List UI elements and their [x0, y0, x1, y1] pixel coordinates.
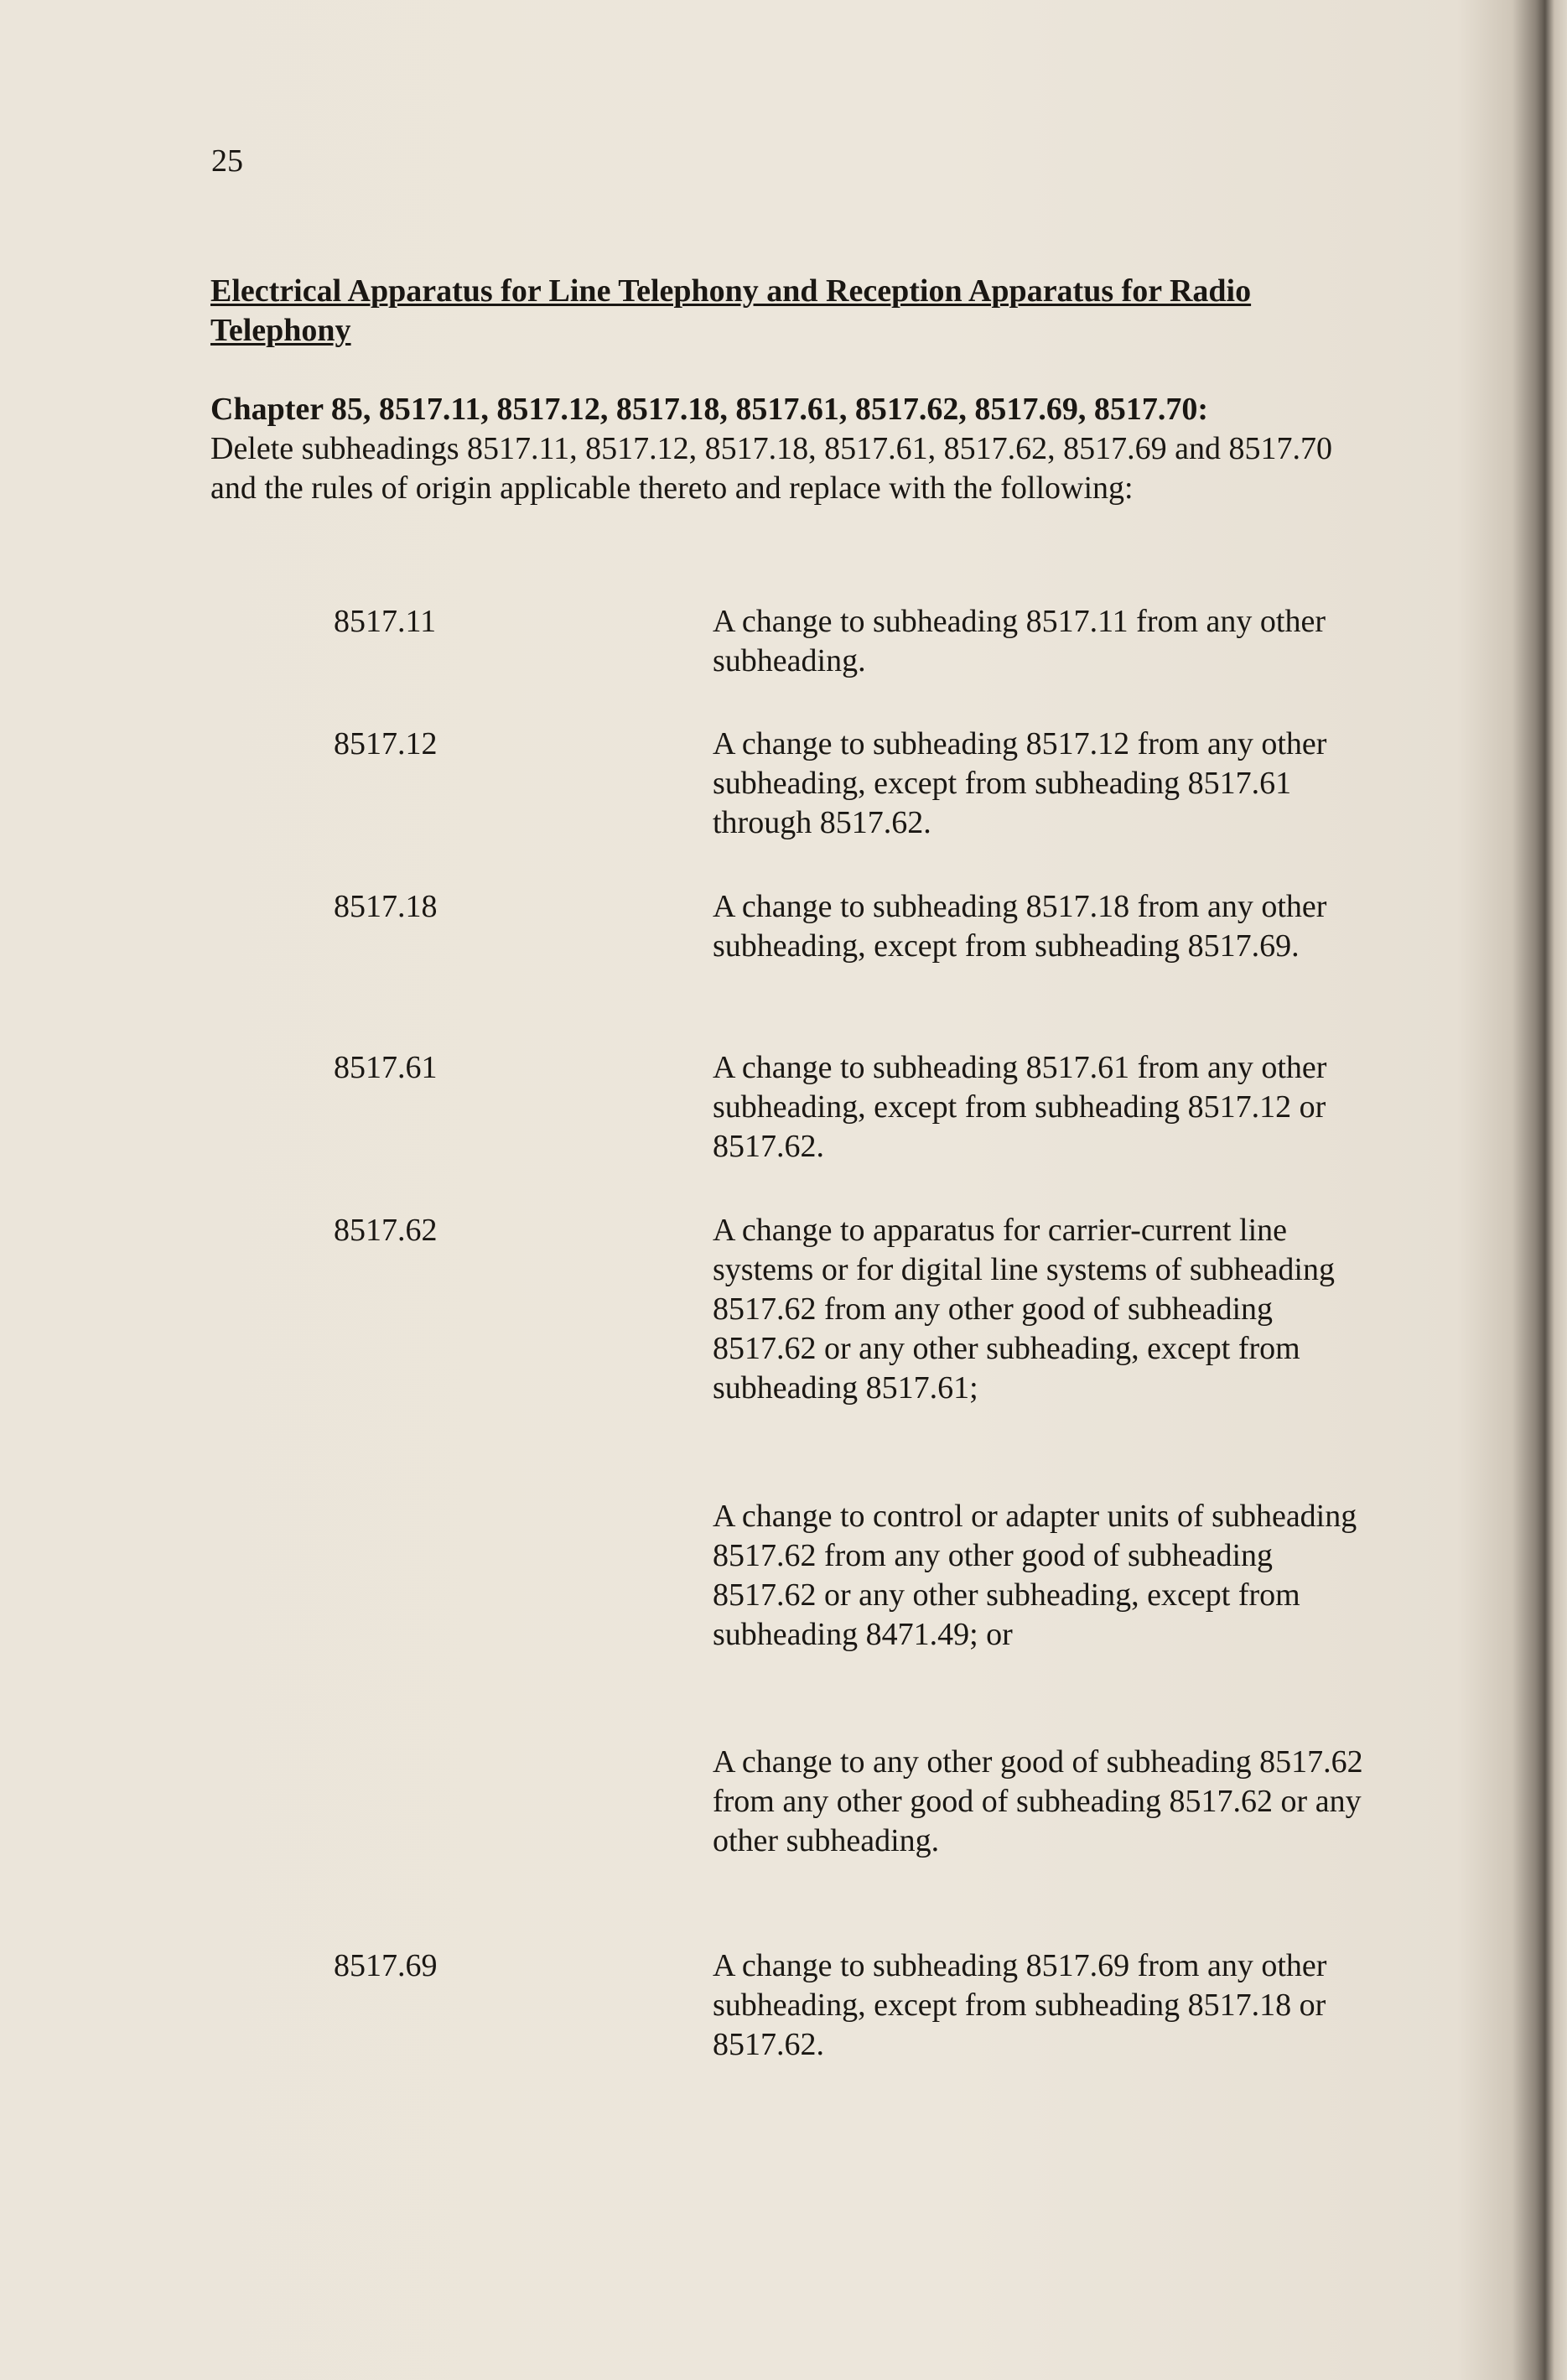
rule-code: 8517.69 [334, 1948, 438, 1983]
rule-text: A change to subheading 8517.11 from any other subheading. [713, 604, 1326, 678]
rule-text: A change to control or adapter units of subheading 8517.62 from any other good of subheading 8517.62 or any other subheading, except from subheading 8471.49; or [713, 1499, 1357, 1652]
rule-text: A change to any other good of subheading 8517.62 from any other good of subheading 8517.62 or any other subheading. [713, 1744, 1363, 1858]
section-heading: Electrical Apparatus for Line Telephony and Reception Apparatus for Radio Telephony [210, 273, 1252, 348]
page-number: 25 [211, 143, 243, 179]
rule-text: A change to subheading 8517.18 from any other subheading, except from subheading 8517.69. [713, 889, 1327, 964]
rule-text: A change to apparatus for carrier-current line systems or for digital line systems of subheading 8517.62 from any other good of subheading 8517.62 or any other subheading, except from subheading 8517.61; [713, 1213, 1335, 1406]
rule-text: A change to subheading 8517.12 from any other subheading, except from subheading 8517.61 through 8517.62. [713, 726, 1327, 840]
rule-text: A change to subheading 8517.61 from any other subheading, except from subheading 8517.12 or 8517.62. [713, 1050, 1327, 1164]
rule-code: 8517.18 [334, 889, 438, 924]
intro-body: Delete subheadings 8517.11, 8517.12, 8517.18, 8517.61, 8517.62, 8517.69 and 8517.70 and the rules of origin applicable thereto and replace with the following: [210, 431, 1332, 506]
rule-code: 8517.62 [334, 1213, 438, 1248]
rule-code: 8517.11 [334, 604, 437, 639]
intro-paragraph [210, 390, 1367, 508]
rule-text: A change to subheading 8517.69 from any other subheading, except from subheading 8517.18 or 8517.62. [713, 1948, 1327, 2062]
intro-heading: Chapter 85, 8517.11, 8517.12, 8517.18, 8517.61, 8517.62, 8517.69, 8517.70: [210, 392, 1208, 427]
rule-code: 8517.61 [334, 1050, 438, 1085]
rule-code: 8517.12 [334, 726, 438, 761]
